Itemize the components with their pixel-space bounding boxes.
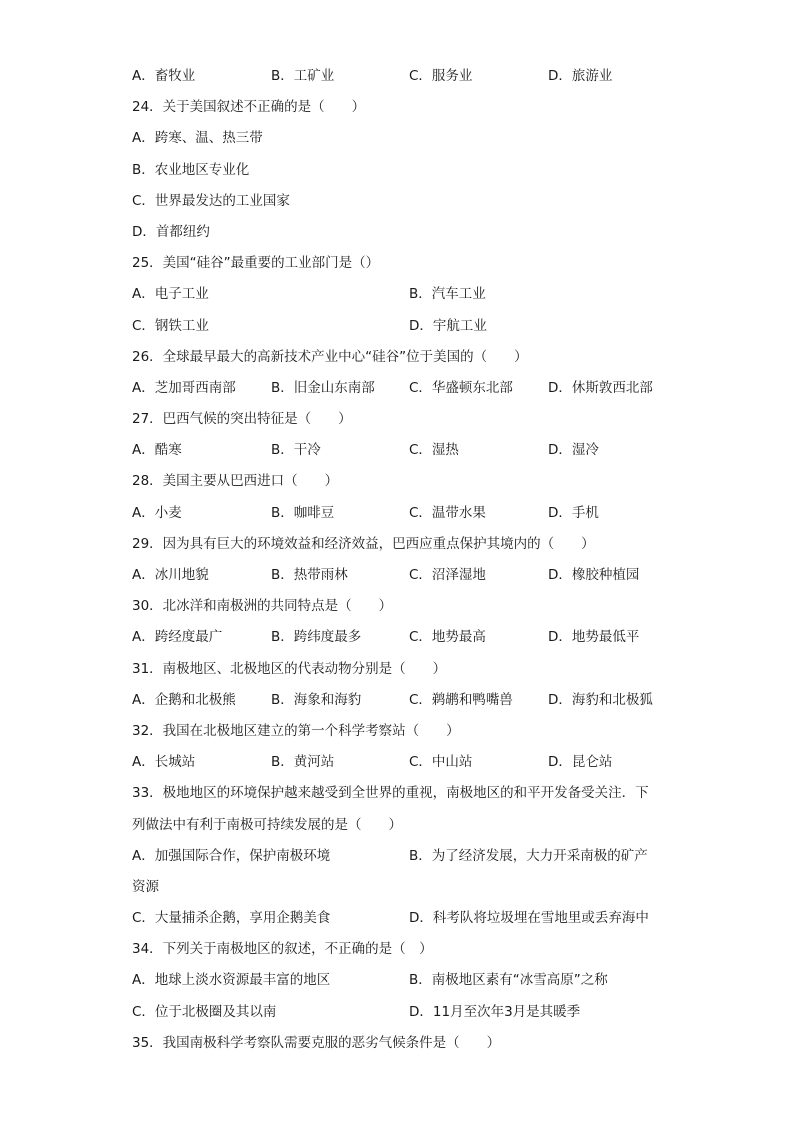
answer-option: B．黄河站 [271, 754, 335, 771]
answer-option: A．跨经度最广 [132, 629, 223, 646]
answer-option: B．工矿业 [271, 68, 335, 84]
answer-option: A．企鹅和北极熊 [132, 691, 236, 708]
question-text: 28．美国主要从巴西进口（ ） [132, 473, 339, 490]
options-row [132, 561, 672, 592]
question-line [132, 249, 672, 280]
question-line [132, 93, 672, 124]
answer-option: B．海象和海豹 [271, 691, 362, 708]
question-text: 35．我国南极科学考察队需要克服的恶劣气候条件是（ ） [132, 1034, 501, 1051]
question-text: 24．关于美国叙述不正确的是（ ） [132, 99, 366, 116]
answer-option: D．科考队将垃圾埋在雪地里或丢弃海中 [409, 910, 649, 927]
question-line [132, 779, 672, 810]
question-text: 列做法中有利于南极可持续发展的是（ ） [132, 816, 402, 833]
answer-option: D．橡胶种植园 [548, 567, 640, 583]
options-row [132, 436, 672, 467]
question-text: 31．南极地区、北极地区的代表动物分别是（ ） [132, 660, 447, 677]
question-line [132, 592, 672, 623]
answer-option: C．大量捕杀企鹅，享用企鹅美食 [132, 910, 331, 927]
question-line [132, 717, 672, 748]
question-line [132, 655, 672, 686]
question-text: 27．巴西气候的突出特征是（ ） [132, 411, 352, 428]
question-line [132, 811, 672, 842]
question-text: A．跨寒、温、热三带 [132, 130, 263, 147]
options-row [132, 312, 672, 343]
answer-option: A．长城站 [132, 754, 196, 771]
answer-option: A．加强国际合作，保护南极环境 [132, 847, 331, 864]
options-row [132, 623, 672, 654]
answer-option: C．地势最高 [409, 629, 486, 646]
answer-option: D．旅游业 [548, 68, 613, 84]
question-line [132, 343, 672, 374]
answer-option: C．华盛顿东北部 [409, 379, 513, 396]
answer-option: B．为了经济发展，大力开采南极的矿产 [409, 847, 648, 864]
answer-option: C．沼泽湿地 [409, 567, 486, 583]
answer-option: C．温带水果 [409, 504, 486, 521]
answer-option: D．海豹和北极狐 [548, 691, 653, 708]
question-line [132, 935, 672, 966]
question-text: 33．极地地区的环境保护越来越受到全世界的重视，南极地区的和平开发备受关注．下 [132, 785, 649, 802]
options-row [132, 998, 672, 1029]
answer-option: C．位于北极圈及其以南 [132, 1003, 277, 1020]
question-text: D．首都纽约 [132, 223, 210, 240]
options-row [132, 62, 672, 93]
answer-option: B．旧金山东南部 [271, 379, 375, 396]
answer-option: D．休斯敦西北部 [548, 379, 653, 396]
options-row [132, 374, 672, 405]
answer-option: C．鹈鹕和鸭嘴兽 [409, 691, 513, 708]
exam-page [132, 62, 672, 1060]
options-row [132, 842, 672, 873]
answer-option: B．干冷 [271, 442, 321, 459]
answer-option: A．冰川地貌 [132, 567, 209, 583]
answer-option: A．畜牧业 [132, 68, 196, 84]
answer-option: C．湿热 [409, 442, 459, 459]
question-line [132, 467, 672, 498]
answer-option: D．昆仑站 [548, 754, 613, 771]
answer-option: A．芝加哥西南部 [132, 379, 236, 396]
options-row [132, 686, 672, 717]
answer-option: C．中山站 [409, 754, 473, 771]
question-line [132, 873, 672, 904]
answer-option: C．服务业 [409, 68, 473, 84]
question-line [132, 218, 672, 249]
question-line [132, 1029, 672, 1060]
answer-option: A．酷寒 [132, 442, 182, 459]
answer-option: D．手机 [548, 504, 599, 521]
answer-option: B．咖啡豆 [271, 504, 335, 521]
question-text: 29．因为具有巨大的环境效益和经济效益，巴西应重点保护其境内的（ ） [132, 535, 595, 552]
question-text: 30．北冰洋和南极洲的共同特点是（ ） [132, 598, 393, 615]
question-line [132, 530, 672, 561]
answer-option: B．汽车工业 [409, 286, 486, 303]
answer-option: B．热带雨林 [271, 567, 348, 583]
options-row [132, 904, 672, 935]
answer-option: A．电子工业 [132, 286, 209, 303]
question-text: 资源 [132, 878, 159, 895]
question-text: 26．全球最早最大的高新技术产业中心“硅谷”位于美国的（ ） [132, 348, 528, 365]
question-line [132, 156, 672, 187]
question-text: 34．下列关于南极地区的叙述，不正确的是（ ） [132, 941, 433, 958]
question-text: B．农业地区专业化 [132, 161, 250, 178]
answer-option: A．地球上淡水资源最丰富的地区 [132, 972, 331, 989]
answer-option: D．地势最低平 [548, 629, 640, 646]
answer-option: B．南极地区素有“冰雪高原”之称 [409, 972, 608, 989]
question-text: 32．我国在北极地区建立的第一个科学考察站（ ） [132, 722, 460, 739]
answer-option: C．钢铁工业 [132, 317, 209, 334]
options-row [132, 748, 672, 779]
question-line [132, 124, 672, 155]
answer-option: D．11月至次年3月是其暖季 [409, 1003, 581, 1020]
answer-option: B．跨纬度最多 [271, 629, 362, 646]
options-row [132, 280, 672, 311]
question-text: C．世界最发达的工业国家 [132, 192, 290, 209]
question-line [132, 187, 672, 218]
answer-option: D．湿冷 [548, 442, 599, 459]
question-line [132, 405, 672, 436]
answer-option: A．小麦 [132, 504, 182, 521]
answer-option: D．宇航工业 [409, 317, 487, 334]
options-row [132, 966, 672, 997]
options-row [132, 499, 672, 530]
question-text: 25．美国“硅谷”最重要的工业部门是（） [132, 255, 380, 272]
